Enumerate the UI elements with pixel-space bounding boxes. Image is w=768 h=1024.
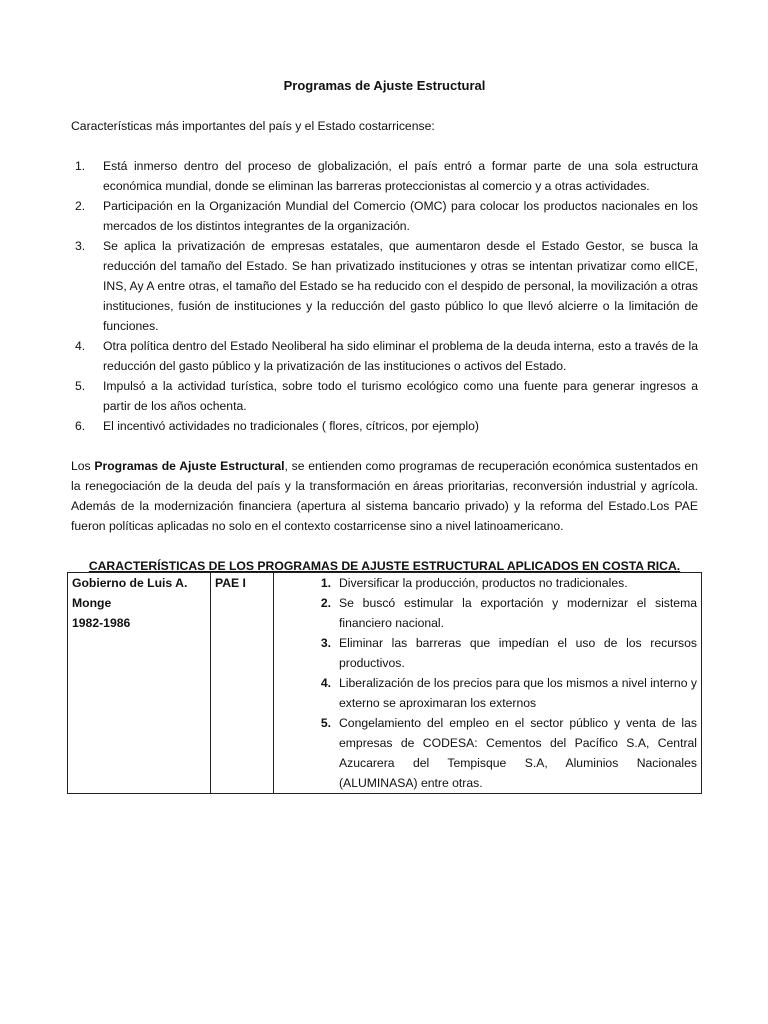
list-item [71,156,698,196]
paragraph-lead: Los [71,459,95,473]
list-item [71,376,698,416]
intro-text: Características más importantes del país y el Estado costarricense: [71,119,435,133]
list-item-number: 5. [75,379,86,393]
list-item [211,593,697,633]
list-item-number: 3. [320,636,331,650]
government-name-line: Gobierno de Luis A. [72,576,188,590]
paragraph-rest: , se entienden como programas de recuperación económica sustentados en la renegociación de la deuda del país y la transformación en áreas prioritarias, reconversión industrial y agrícola. Además de la modernización financiera (apertura al sistema bancario privado) y la reforma del Estado.Los PAE fueron políticas aplicadas no solo en el contexto costarricense sino a nivel latinoamericano. [71,459,698,533]
document-title: Programas de Ajuste Estructural [283,78,486,93]
list-item [211,573,697,593]
list-item-number: 2. [75,199,86,213]
government-name-line: Monge [72,596,112,610]
list-item-number: 3. [75,239,86,253]
list-item-text: El incentivó actividades no tradicionales ( flores, cítricos, por ejemplo) [103,419,479,433]
paragraph-bold-term: Programas de Ajuste Estructural [94,459,285,473]
list-item-text: Congelamiento del empleo en el sector público y venta de las empresas de CODESA: Cementos del Pacífico S.A, Central Azucarera del Tempisque S.A, Aluminios Nacionales (ALUMINASA) entre otras. [339,716,697,790]
list-item [71,196,698,236]
list-item-text: Diversificar la producción, productos no tradicionales. [339,576,628,590]
program-label: PAE I [215,576,246,590]
list-item-text: Otra política dentro del Estado Neoliberal ha sido eliminar el problema de la deuda interna, esto a través de la reducción del gasto público y la privatización de las instituciones o activos del Estado. [103,339,698,373]
list-item-text: Liberalización de los precios para que los mismos a nivel interno y externo se aproximaran los externos [339,676,697,710]
list-item-number: 2. [320,596,331,610]
list-item-number: 1. [320,576,331,590]
features-list [71,156,698,436]
list-item [211,633,697,673]
list-item-text: Está inmerso dentro del proceso de globalización, el país entró a formar parte de una sola estructura económica mundial, donde se eliminan las barreras proteccionistas al comercio y a otras actividades. [103,159,698,193]
list-item-text: Participación en la Organización Mundial del Comercio (OMC) para colocar los productos nacionales en los mercados de los distintos integrantes de la organización. [103,199,698,233]
list-item-text: Se aplica la privatización de empresas estatales, que aumentaron desde el Estado Gestor, se busca la reducción del tamaño del Estado. Se han privatizado instituciones y otras se intentan privatizar como elICE, INS, Ay A entre otras, el tamaño del Estado se ha reducido con el despido de personal, la movilización a otras instituciones, fusión de instituciones y la reducción del gasto público lo que llevó alcierre o la limitación de funciones. [103,239,698,333]
list-item-text: Eliminar las barreras que impedían el uso de los recursos productivos. [339,636,697,670]
pae-table [67,572,702,794]
list-item-number: 6. [75,419,86,433]
pae-paragraph [71,456,698,536]
list-item-text: Impulsó a la actividad turística, sobre todo el turismo ecológico como una fuente para generar ingresos a partir de los años ochenta. [103,379,698,413]
program-items-cell [211,573,702,794]
program-items-list [211,573,697,793]
list-item-text: Se buscó estimular la exportación y modernizar el sistema financiero nacional. [339,596,697,630]
government-period: 1982-1986 [72,616,131,630]
list-item [71,236,698,336]
table-row [68,573,702,794]
government-cell [68,573,211,794]
list-item [211,713,697,793]
table-title: CARACTERÍSTICAS DE LOS PROGRAMAS DE AJUSTE ESTRUCTURAL APLICADOS EN COSTA RICA. [88,559,681,573]
list-item [71,416,698,436]
list-item-number: 1. [75,159,86,173]
list-item-number: 4. [320,676,331,690]
document-page [71,76,698,576]
list-item-number: 4. [75,339,86,353]
list-item-number: 5. [320,716,331,730]
list-item [211,673,697,713]
list-item [71,336,698,376]
